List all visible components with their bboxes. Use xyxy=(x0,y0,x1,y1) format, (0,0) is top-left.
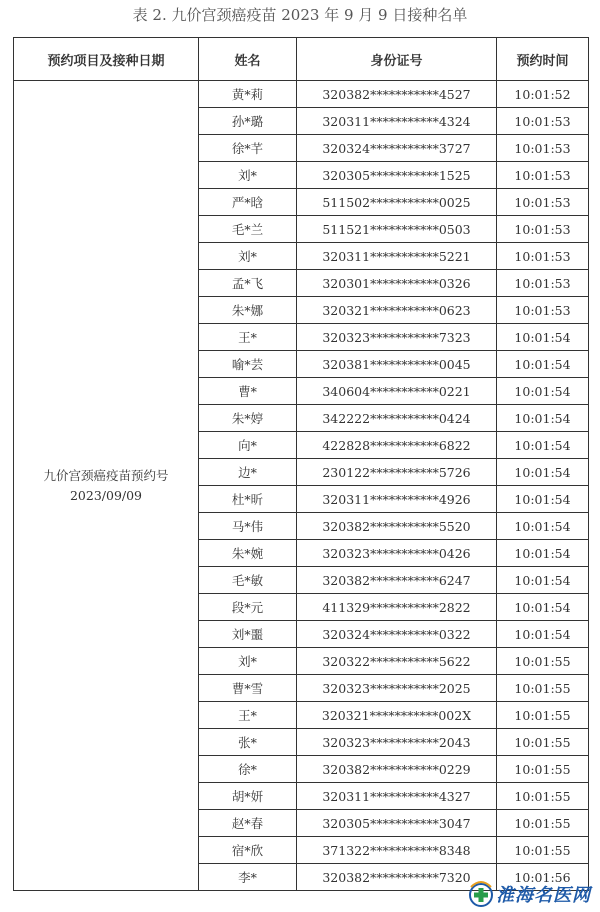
cell-name: 李* xyxy=(199,864,297,891)
cell-appointment-time: 10:01:55 xyxy=(497,729,589,756)
cell-id-number: 511502***********0025 xyxy=(297,189,497,216)
header-time: 预约时间 xyxy=(497,38,589,81)
cell-id-number: 320382***********0229 xyxy=(297,756,497,783)
cell-appointment-time: 10:01:54 xyxy=(497,351,589,378)
site-watermark xyxy=(468,876,600,912)
cell-name: 徐*芊 xyxy=(199,135,297,162)
cell-name: 孟*飞 xyxy=(199,270,297,297)
cell-id-number: 320305***********1525 xyxy=(297,162,497,189)
cell-id-number: 320323***********2025 xyxy=(297,675,497,702)
cell-name: 严*晗 xyxy=(199,189,297,216)
cell-appointment-time: 10:01:53 xyxy=(497,216,589,243)
cell-appointment-time: 10:01:54 xyxy=(497,621,589,648)
cell-appointment-time: 10:01:53 xyxy=(497,297,589,324)
cell-appointment-time: 10:01:54 xyxy=(497,567,589,594)
cell-name: 朱*婷 xyxy=(199,405,297,432)
cell-appointment-time: 10:01:55 xyxy=(497,675,589,702)
cell-id-number: 511521***********0503 xyxy=(297,216,497,243)
cell-name: 徐* xyxy=(199,756,297,783)
cell-appointment-time: 10:01:52 xyxy=(497,81,589,108)
cell-name: 边* xyxy=(199,459,297,486)
cell-appointment-time: 10:01:55 xyxy=(497,702,589,729)
cell-id-number: 230122***********5726 xyxy=(297,459,497,486)
cell-appointment-time: 10:01:53 xyxy=(497,189,589,216)
cell-id-number: 340604***********0221 xyxy=(297,378,497,405)
cell-id-number: 320323***********0426 xyxy=(297,540,497,567)
cell-appointment-time: 10:01:53 xyxy=(497,270,589,297)
cell-id-number: 320301***********0326 xyxy=(297,270,497,297)
cell-appointment-time: 10:01:55 xyxy=(497,756,589,783)
cell-id-number: 320382***********4527 xyxy=(297,81,497,108)
cell-id-number: 320311***********4324 xyxy=(297,108,497,135)
cell-id-number: 320321***********0623 xyxy=(297,297,497,324)
project-cell xyxy=(14,81,199,891)
cell-name: 毛*兰 xyxy=(199,216,297,243)
project-name: 九价宫颈癌疫苗预约号 xyxy=(43,467,169,483)
cell-name: 胡*妍 xyxy=(199,783,297,810)
cell-appointment-time: 10:01:54 xyxy=(497,486,589,513)
project-date: 2023/09/09 xyxy=(69,487,143,503)
cell-appointment-time: 10:01:53 xyxy=(497,162,589,189)
cell-id-number: 320382***********7320 xyxy=(297,864,497,891)
cell-id-number: 320323***********7323 xyxy=(297,324,497,351)
cell-appointment-time: 10:01:54 xyxy=(497,405,589,432)
cell-appointment-time: 10:01:54 xyxy=(497,459,589,486)
cell-name: 刘* xyxy=(199,243,297,270)
cell-name: 刘* xyxy=(199,648,297,675)
cell-appointment-time: 10:01:54 xyxy=(497,513,589,540)
cell-id-number: 320321***********002X xyxy=(297,702,497,729)
cell-appointment-time: 10:01:55 xyxy=(497,837,589,864)
cell-name: 孙*璐 xyxy=(199,108,297,135)
medical-cross-logo-icon xyxy=(468,879,494,909)
cell-name: 毛*敏 xyxy=(199,567,297,594)
cell-id-number: 320381***********0045 xyxy=(297,351,497,378)
cell-appointment-time: 10:01:54 xyxy=(497,540,589,567)
cell-id-number: 320311***********5221 xyxy=(297,243,497,270)
cell-appointment-time: 10:01:56 xyxy=(497,864,589,891)
cell-id-number: 320324***********3727 xyxy=(297,135,497,162)
table-caption: 表 2. 九价宫颈癌疫苗 2023 年 9 月 9 日接种名单 xyxy=(132,6,468,24)
cell-id-number: 320311***********4327 xyxy=(297,783,497,810)
cell-name: 刘* xyxy=(199,162,297,189)
cell-name: 向* xyxy=(199,432,297,459)
vaccination-roster-table xyxy=(13,37,589,891)
cell-appointment-time: 10:01:53 xyxy=(497,108,589,135)
cell-id-number: 320382***********5520 xyxy=(297,513,497,540)
cell-appointment-time: 10:01:53 xyxy=(497,243,589,270)
cell-name: 曹*雪 xyxy=(199,675,297,702)
cell-appointment-time: 10:01:54 xyxy=(497,594,589,621)
cell-name: 马*伟 xyxy=(199,513,297,540)
cell-appointment-time: 10:01:55 xyxy=(497,810,589,837)
cell-id-number: 320323***********2043 xyxy=(297,729,497,756)
table-body xyxy=(14,81,589,891)
cell-name: 宿*欣 xyxy=(199,837,297,864)
cell-id-number: 411329***********2822 xyxy=(297,594,497,621)
cell-appointment-time: 10:01:55 xyxy=(497,648,589,675)
cell-name: 杜*昕 xyxy=(199,486,297,513)
cell-name: 喻*芸 xyxy=(199,351,297,378)
cell-name: 张* xyxy=(199,729,297,756)
cell-name: 朱*娜 xyxy=(199,297,297,324)
header-id: 身份证号 xyxy=(297,38,497,81)
header-name: 姓名 xyxy=(199,38,297,81)
cell-id-number: 320324***********0322 xyxy=(297,621,497,648)
table-header-row xyxy=(14,38,589,81)
cell-id-number: 371322***********8348 xyxy=(297,837,497,864)
cell-name: 朱*婉 xyxy=(199,540,297,567)
cell-name: 段*元 xyxy=(199,594,297,621)
watermark-text: 淮海名医网 xyxy=(496,885,591,906)
cell-id-number: 342222***********0424 xyxy=(297,405,497,432)
cell-name: 黄*莉 xyxy=(199,81,297,108)
header-project: 预约项目及接种日期 xyxy=(14,38,199,81)
table-row xyxy=(14,81,589,108)
cell-name: 王* xyxy=(199,324,297,351)
cell-appointment-time: 10:01:54 xyxy=(497,432,589,459)
cell-id-number: 320322***********5622 xyxy=(297,648,497,675)
cell-id-number: 320311***********4926 xyxy=(297,486,497,513)
cell-id-number: 320305***********3047 xyxy=(297,810,497,837)
cell-appointment-time: 10:01:54 xyxy=(497,378,589,405)
cell-appointment-time: 10:01:53 xyxy=(497,135,589,162)
cell-name: 刘*噩 xyxy=(199,621,297,648)
cell-appointment-time: 10:01:55 xyxy=(497,783,589,810)
cell-id-number: 320382***********6247 xyxy=(297,567,497,594)
cell-id-number: 422828***********6822 xyxy=(297,432,497,459)
cell-name: 赵*春 xyxy=(199,810,297,837)
cell-name: 曹* xyxy=(199,378,297,405)
cell-name: 王* xyxy=(199,702,297,729)
cell-appointment-time: 10:01:54 xyxy=(497,324,589,351)
